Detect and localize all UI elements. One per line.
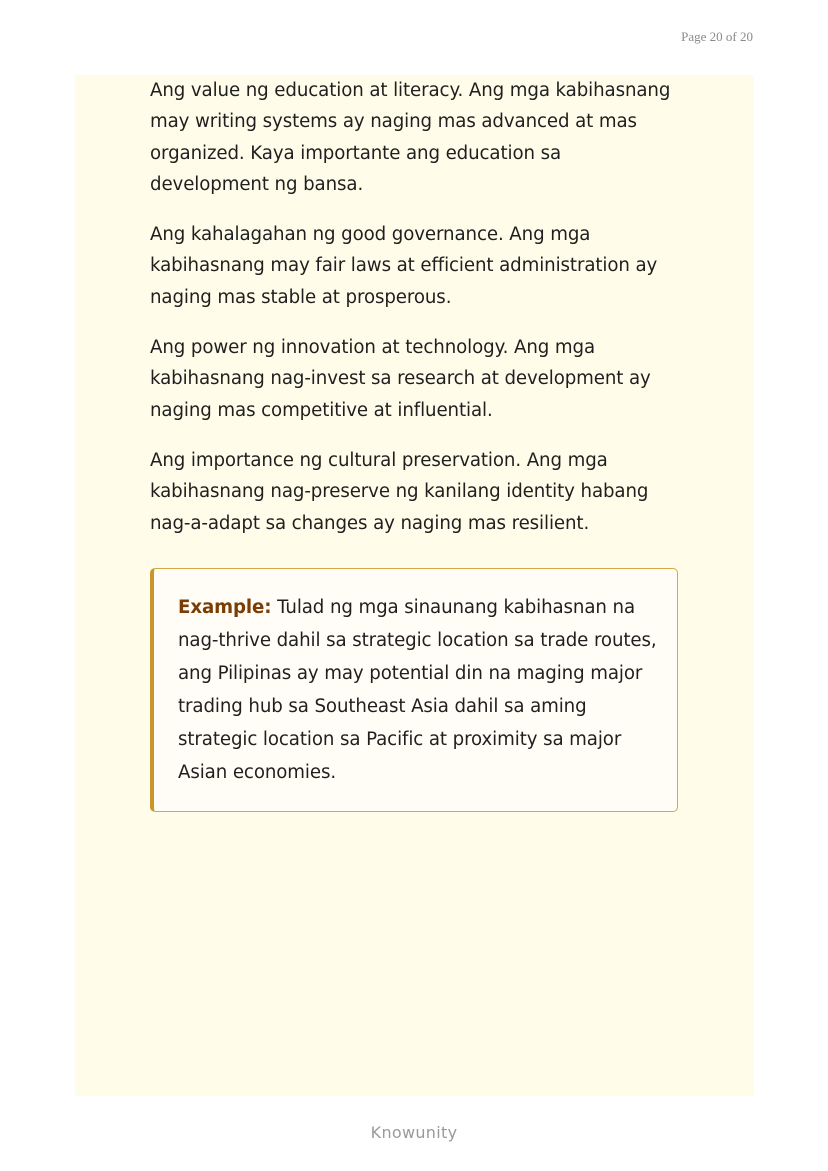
page-number: Page 20 of 20	[681, 29, 753, 44]
content-panel	[75, 75, 754, 1096]
example-body	[178, 591, 658, 789]
example-label: Example:	[178, 597, 272, 618]
paragraph-education: Ang value ng education at literacy. Ang mga kabihasnang may writing systems ay naging mas advanced at mas organized. Kaya importante ang education sa development ng bansa.	[150, 80, 671, 195]
example-callout	[150, 568, 678, 812]
example-text: Tulad ng mga sinaunang kabihasnan na nag-thrive dahil sa strategic location sa trade routes, ang Pilipinas ay may potential din na maging major trading hub sa Southeast Asia dahil sa aming strategic location sa Pacific at proximity sa major Asian economies.	[178, 597, 657, 783]
paragraph-innovation: Ang power ng innovation at technology. Ang mga kabihasnang nag-invest sa research at development ay naging mas competitive at influential.	[150, 337, 651, 421]
paragraph-cultural-preservation: Ang importance ng cultural preservation. Ang mga kabihasnang nag-preserve ng kanilang identity habang nag-a-adapt sa changes ay naging mas resilient.	[150, 450, 649, 534]
paragraph-governance: Ang kahalagahan ng good governance. Ang mga kabihasnang may fair laws at efficient administration ay naging mas stable at prosperous.	[150, 224, 658, 308]
footer-brand: Knowunity	[370, 1123, 458, 1142]
